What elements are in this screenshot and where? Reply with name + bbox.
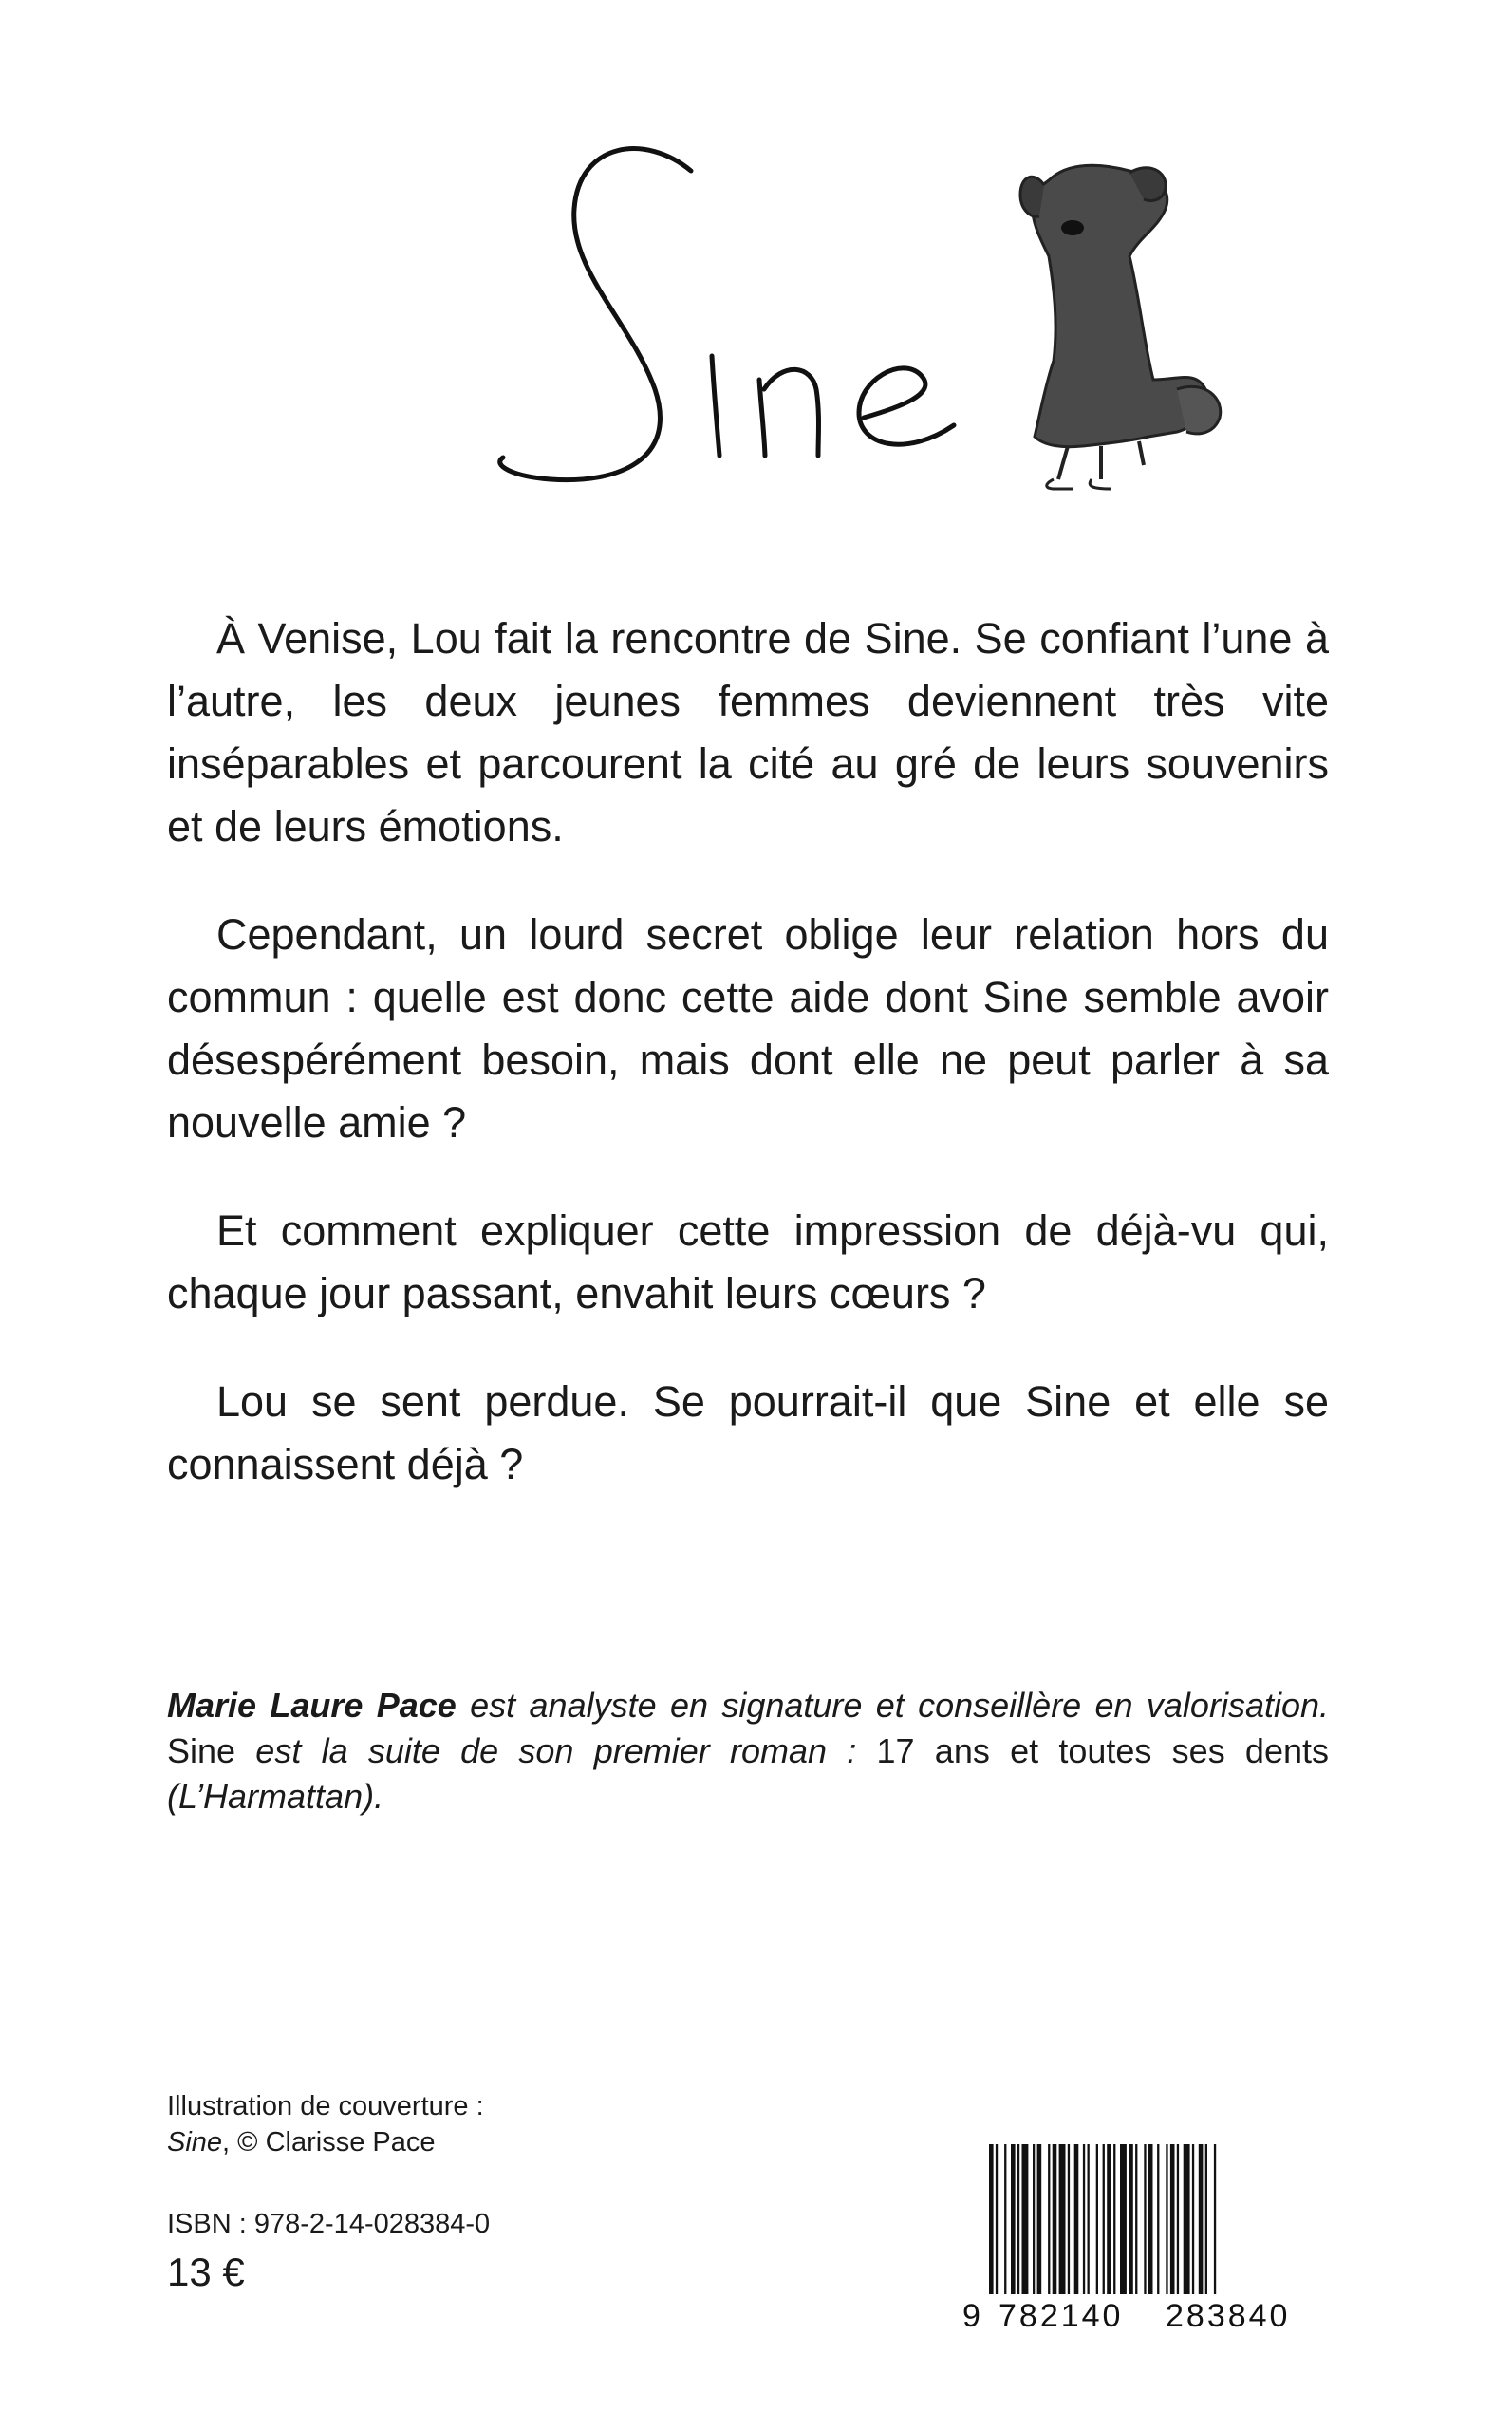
barcode-bar xyxy=(1157,2144,1159,2294)
illustration-credit xyxy=(167,2124,737,2160)
barcode-bar xyxy=(1011,2144,1016,2294)
barcode-bar xyxy=(1129,2144,1133,2294)
blurb xyxy=(167,607,1329,1541)
barcode-bar xyxy=(1022,2144,1029,2294)
title-illustration xyxy=(475,104,1253,551)
barcode-bar xyxy=(1148,2144,1153,2294)
barcode-bar xyxy=(1103,2144,1105,2294)
sitting-dog-illustration xyxy=(1020,165,1221,489)
barcode-bar xyxy=(1214,2144,1216,2294)
author-bio xyxy=(167,1683,1329,1820)
blurb-paragraph: Lou se sent perdue. Se pourrait-il que Sine et elle se connaissent déjà ? xyxy=(167,1377,1329,1488)
illustration-owner: , © Clarisse Pace xyxy=(222,2127,436,2158)
barcode-bars xyxy=(989,2144,1216,2294)
blurb-paragraph: À Venise, Lou fait la rencontre de Sine. Se confiant l’une à l’autre, les deux jeunes femmes deviennent très vite inséparables et parcourent la cité au gré de leurs souvenirs et de leurs émotions. xyxy=(167,614,1329,850)
credits xyxy=(167,2088,737,2297)
blurb-paragraph: Cependant, un lourd secret oblige leur relation hors du commun : quelle est donc cette aide dont Sine semble avoir désespérément besoin, mais dont elle ne peut parler à sa nouvelle amie ? xyxy=(167,910,1329,1147)
barcode-bar xyxy=(1113,2144,1115,2294)
bio-publisher: (L’Harmattan). xyxy=(167,1777,384,1816)
barcode-bar xyxy=(1177,2144,1179,2294)
barcode-bar xyxy=(1184,2144,1190,2294)
barcode-bar xyxy=(1004,2144,1006,2294)
barcode-bar xyxy=(1053,2144,1057,2294)
barcode-bar xyxy=(1135,2144,1137,2294)
illustration-credit-label: Illustration de couverture : xyxy=(167,2091,484,2121)
bio-text-1: est analyste en signature et conseillère en valorisation. xyxy=(456,1686,1330,1725)
barcode-bar xyxy=(1199,2144,1204,2294)
price: 13 € xyxy=(167,2250,245,2294)
barcode-digits-right: 283840 xyxy=(1166,2298,1291,2330)
barcode-bar xyxy=(1037,2144,1042,2294)
barcode-bar xyxy=(1017,2144,1019,2294)
barcode-bar xyxy=(1068,2144,1070,2294)
barcode-bar xyxy=(1088,2144,1090,2294)
barcode xyxy=(959,2140,1329,2330)
barcode-bar xyxy=(989,2144,994,2294)
barcode-bar xyxy=(1048,2144,1050,2294)
barcode-bar xyxy=(1083,2144,1085,2294)
illustration-title: Sine xyxy=(167,2127,223,2158)
barcode-bar xyxy=(1166,2144,1167,2294)
barcode-bar xyxy=(1192,2144,1194,2294)
barcode-bar xyxy=(1205,2144,1207,2294)
barcode-bar xyxy=(1033,2144,1035,2294)
barcode-bar xyxy=(1059,2144,1066,2294)
barcode-bar xyxy=(1144,2144,1146,2294)
barcode-bar xyxy=(996,2144,998,2294)
barcode-digits-left: 782140 xyxy=(999,2298,1124,2330)
barcode-digit-lead: 9 xyxy=(962,2298,980,2330)
title-handwritten-sine xyxy=(500,149,954,480)
bio-book-1: Sine xyxy=(167,1731,236,1770)
barcode-bar xyxy=(1107,2144,1111,2294)
isbn: ISBN : 978-2-14-028384-0 xyxy=(167,2209,491,2239)
bio-text-2: est la suite de son premier roman : xyxy=(235,1731,877,1770)
barcode-bar xyxy=(1120,2144,1127,2294)
blurb-paragraph: Et comment expliquer cette impression de déjà-vu qui, chaque jour passant, envahit leurs cœurs ? xyxy=(167,1206,1329,1317)
bio-book-2: 17 ans et toutes ses dents xyxy=(876,1731,1330,1770)
barcode-bar xyxy=(1096,2144,1098,2294)
barcode-bar xyxy=(1074,2144,1079,2294)
author-name: Marie Laure Pace xyxy=(167,1686,457,1725)
barcode-bar xyxy=(1170,2144,1175,2294)
author-bio-text xyxy=(167,1683,1329,1820)
